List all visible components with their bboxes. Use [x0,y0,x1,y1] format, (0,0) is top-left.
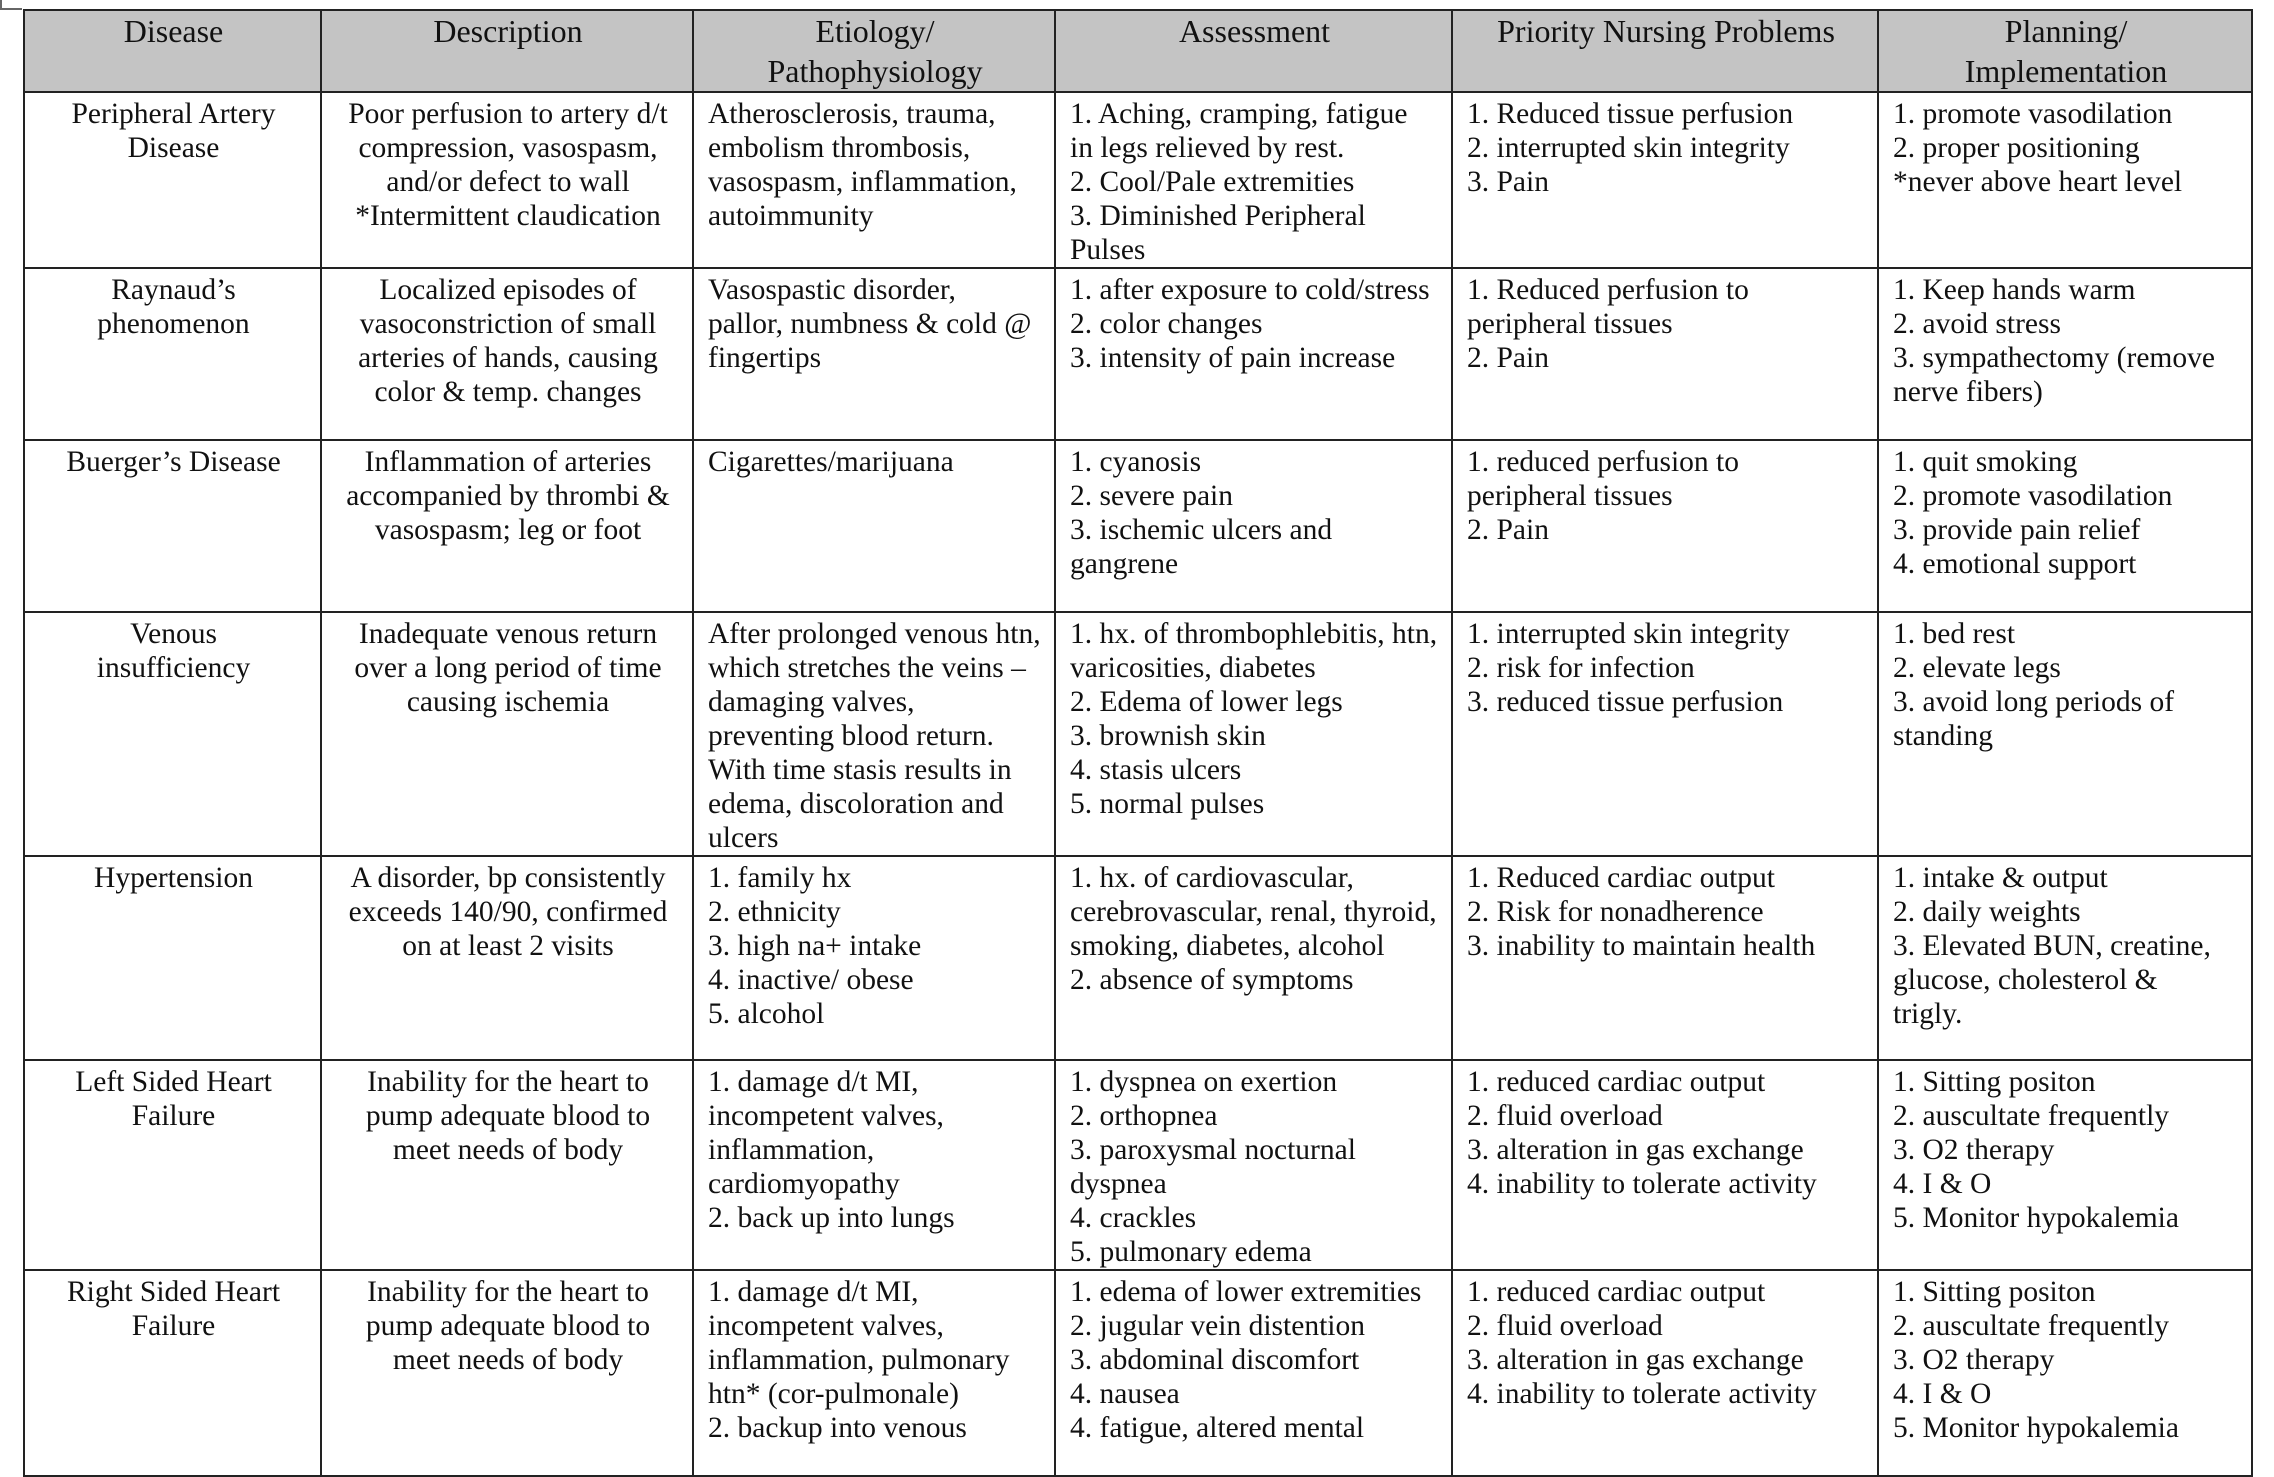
planning-cell[interactable]: 1. intake & output 2. daily weights 3. Elevated BUN, creatine, glucose, cholesterol & trigly. [1878,856,2252,1060]
assessment-cell[interactable]: 1. hx. of cardiovascular, cerebrovascular, renal, thyroid, smoking, diabetes, alcohol 2. absence of symptoms [1055,856,1452,1060]
etiology-cell[interactable]: Vasospastic disorder, pallor, numbness & cold @ fingertips [693,268,1055,440]
header-row [24,10,2252,92]
disease-table [23,9,2253,1477]
disease-cell[interactable]: Peripheral Artery Disease [24,92,321,268]
etiology-cell[interactable]: Atherosclerosis, trauma, embolism thrombosis, vasospasm, inflammation, autoimmunity [693,92,1055,268]
table-row [24,268,2252,440]
problems-cell[interactable]: 1. Reduced cardiac output 2. Risk for nonadherence 3. inability to maintain health [1452,856,1878,1060]
etiology-cell[interactable]: Cigarettes/marijuana [693,440,1055,612]
header-etiology[interactable]: Etiology/ Pathophysiology [693,10,1055,92]
description-cell[interactable]: Localized episodes of vasoconstriction of small arteries of hands, causing color & temp. changes [321,268,693,440]
description-cell[interactable]: Inability for the heart to pump adequate blood to meet needs of body [321,1270,693,1476]
table-row [24,1270,2252,1476]
disease-cell[interactable]: Hypertension [24,856,321,1060]
header-description[interactable]: Description [321,10,693,92]
table-row [24,440,2252,612]
table-row [24,92,2252,268]
assessment-cell[interactable]: 1. after exposure to cold/stress 2. color changes 3. intensity of pain increase [1055,268,1452,440]
header-assessment[interactable]: Assessment [1055,10,1452,92]
description-cell[interactable]: Inflammation of arteries accompanied by thrombi & vasospasm; leg or foot [321,440,693,612]
assessment-cell[interactable]: 1. dyspnea on exertion 2. orthopnea 3. paroxysmal nocturnal dyspnea 4. crackles 5. pulmonary edema [1055,1060,1452,1270]
table-row [24,856,2252,1060]
disease-cell[interactable]: Raynaud’s phenomenon [24,268,321,440]
header-priority-problems[interactable]: Priority Nursing Problems [1452,10,1878,92]
planning-cell[interactable]: 1. Keep hands warm 2. avoid stress 3. sympathectomy (remove nerve fibers) [1878,268,2252,440]
etiology-cell[interactable]: 1. family hx 2. ethnicity 3. high na+ intake 4. inactive/ obese 5. alcohol [693,856,1055,1060]
assessment-cell[interactable]: 1. hx. of thrombophlebitis, htn, varicosities, diabetes 2. Edema of lower legs 3. brownish skin 4. stasis ulcers 5. normal pulses [1055,612,1452,856]
description-cell[interactable]: A disorder, bp consistently exceeds 140/90, confirmed on at least 2 visits [321,856,693,1060]
problems-cell[interactable]: 1. interrupted skin integrity 2. risk for infection 3. reduced tissue perfusion [1452,612,1878,856]
description-cell[interactable]: Poor perfusion to artery d/t compression, vasospasm, and/or defect to wall *Intermittent claudication [321,92,693,268]
assessment-cell[interactable]: 1. cyanosis 2. severe pain 3. ischemic ulcers and gangrene [1055,440,1452,612]
header-planning[interactable]: Planning/ Implementation [1878,10,2252,92]
problems-cell[interactable]: 1. reduced cardiac output 2. fluid overload 3. alteration in gas exchange 4. inability to tolerate activity [1452,1270,1878,1476]
etiology-cell[interactable]: After prolonged venous htn, which stretches the veins – damaging valves, preventing blood return. With time stasis results in edema, discoloration and ulcers [693,612,1055,856]
assessment-cell[interactable]: 1. Aching, cramping, fatigue in legs relieved by rest. 2. Cool/Pale extremities 3. Diminished Peripheral Pulses [1055,92,1452,268]
planning-cell[interactable]: 1. Sitting positon 2. auscultate frequently 3. O2 therapy 4. I & O 5. Monitor hypokalemia [1878,1270,2252,1476]
problems-cell[interactable]: 1. Reduced perfusion to peripheral tissues 2. Pain [1452,268,1878,440]
disease-cell[interactable]: Venous insufficiency [24,612,321,856]
problems-cell[interactable]: 1. Reduced tissue perfusion 2. interrupted skin integrity 3. Pain [1452,92,1878,268]
planning-cell[interactable]: 1. bed rest 2. elevate legs 3. avoid long periods of standing [1878,612,2252,856]
disease-cell[interactable]: Right Sided Heart Failure [24,1270,321,1476]
description-cell[interactable]: Inability for the heart to pump adequate blood to meet needs of body [321,1060,693,1270]
planning-cell[interactable]: 1. promote vasodilation 2. proper positioning *never above heart level [1878,92,2252,268]
problems-cell[interactable]: 1. reduced cardiac output 2. fluid overload 3. alteration in gas exchange 4. inability to tolerate activity [1452,1060,1878,1270]
disease-cell[interactable]: Buerger’s Disease [24,440,321,612]
description-cell[interactable]: Inadequate venous return over a long period of time causing ischemia [321,612,693,856]
etiology-cell[interactable]: 1. damage d/t MI, incompetent valves, inflammation, pulmonary htn* (cor-pulmonale) 2. backup into venous [693,1270,1055,1476]
assessment-cell[interactable]: 1. edema of lower extremities 2. jugular vein distention 3. abdominal discomfort 4. nausea 4. fatigue, altered mental [1055,1270,1452,1476]
problems-cell[interactable]: 1. reduced perfusion to peripheral tissues 2. Pain [1452,440,1878,612]
table-row [24,1060,2252,1270]
etiology-cell[interactable]: 1. damage d/t MI, incompetent valves, inflammation, cardiomyopathy 2. back up into lungs [693,1060,1055,1270]
planning-cell[interactable]: 1. quit smoking 2. promote vasodilation 3. provide pain relief 4. emotional support [1878,440,2252,612]
page-corner-marker [0,0,22,10]
planning-cell[interactable]: 1. Sitting positon 2. auscultate frequently 3. O2 therapy 4. I & O 5. Monitor hypokalemia [1878,1060,2252,1270]
disease-cell[interactable]: Left Sided Heart Failure [24,1060,321,1270]
header-disease[interactable]: Disease [24,10,321,92]
table-row [24,612,2252,856]
